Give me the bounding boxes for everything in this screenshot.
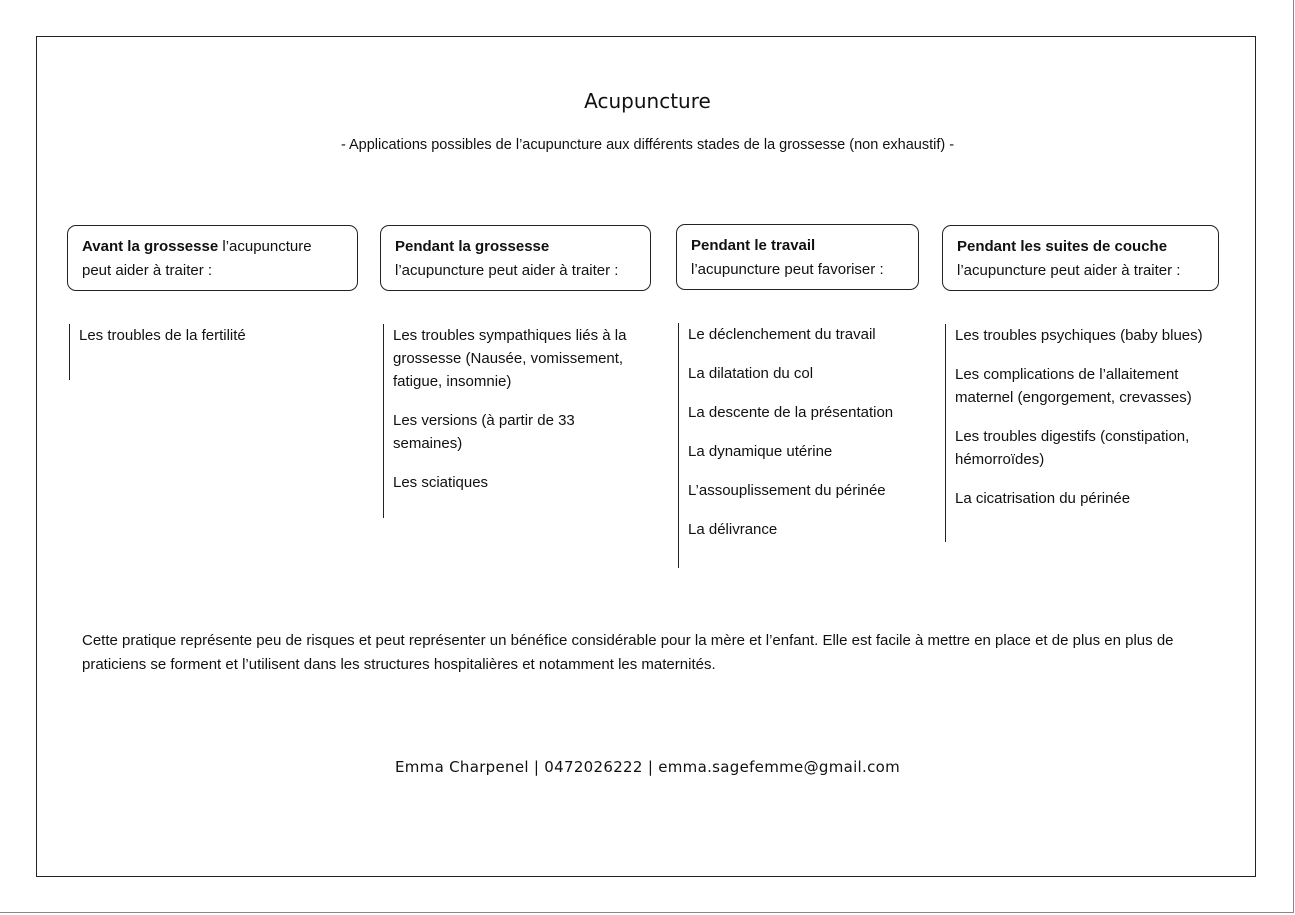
contact-footer: Emma Charpenel | 0472026222 | emma.sagefemme@gmail.com: [394, 758, 901, 776]
stage-box-before-pregnancy: [67, 225, 358, 291]
stage-heading-text: l’acupuncture peut aider à traiter :: [957, 262, 1181, 279]
list-item: Les sciatiques: [393, 474, 489, 491]
stage-heading-bold: Pendant le travail: [691, 237, 816, 254]
list-item: Les troubles psychiques (baby blues): [955, 327, 1203, 344]
document-subtitle: - Applications possibles de l’acupuncture aux différents stades de la grossesse (non exhaustif) -: [340, 137, 955, 153]
list-item: Les versions (à partir de 33 semaines): [393, 412, 575, 452]
stage-list-postpartum: [945, 324, 1217, 542]
list-item: L’assouplissement du périnée: [688, 482, 886, 499]
list-item: Les complications de l’allaitement maternel (engorgement, crevasses): [955, 366, 1192, 406]
stage-heading-text: l’acupuncture peut aider à traiter :: [395, 262, 619, 279]
stage-heading-bold: Avant la grossesse: [82, 238, 219, 255]
list-item: La dynamique utérine: [688, 443, 833, 460]
stage-heading-text: l’acupuncture peut favoriser :: [691, 261, 884, 278]
list-item: La cicatrisation du périnée: [955, 490, 1131, 507]
list-item: Les troubles digestifs (constipation, hémorroïdes): [955, 428, 1190, 468]
list-item: Les troubles de la fertilité: [79, 327, 246, 344]
list-item: La délivrance: [688, 521, 778, 538]
stage-heading-bold: Pendant la grossesse: [395, 238, 550, 255]
stage-list-during-pregnancy: [383, 324, 645, 518]
list-item: Le déclenchement du travail: [688, 326, 876, 343]
list-item: La descente de la présentation: [688, 404, 894, 421]
stage-box-during-pregnancy: [380, 225, 651, 291]
stage-box-postpartum: [942, 225, 1219, 291]
list-item: Les troubles sympathiques liés à la grossesse (Nausée, vomissement, fatigue, insomnie): [393, 327, 627, 390]
document-title: Acupuncture: [584, 89, 711, 113]
list-item: La dilatation du col: [688, 365, 814, 382]
stage-box-during-labour: [676, 224, 919, 290]
summary-paragraph: Cette pratique représente peu de risques et peut représenter un bénéfice considérable pour la mère et l’enfant. Elle est facile à mettre en place et de plus en plus de praticiens se forment et l’utilisent dans les structures hospitalières et notamment les maternités.: [82, 632, 1174, 673]
page-edge: [0, 912, 1294, 913]
stage-heading-text: l’acupuncture peut aider à traiter :: [82, 238, 312, 279]
stage-list-before-pregnancy: [69, 324, 349, 380]
stage-list-during-labour: [678, 323, 918, 568]
stage-heading-bold: Pendant les suites de couche: [957, 238, 1168, 255]
